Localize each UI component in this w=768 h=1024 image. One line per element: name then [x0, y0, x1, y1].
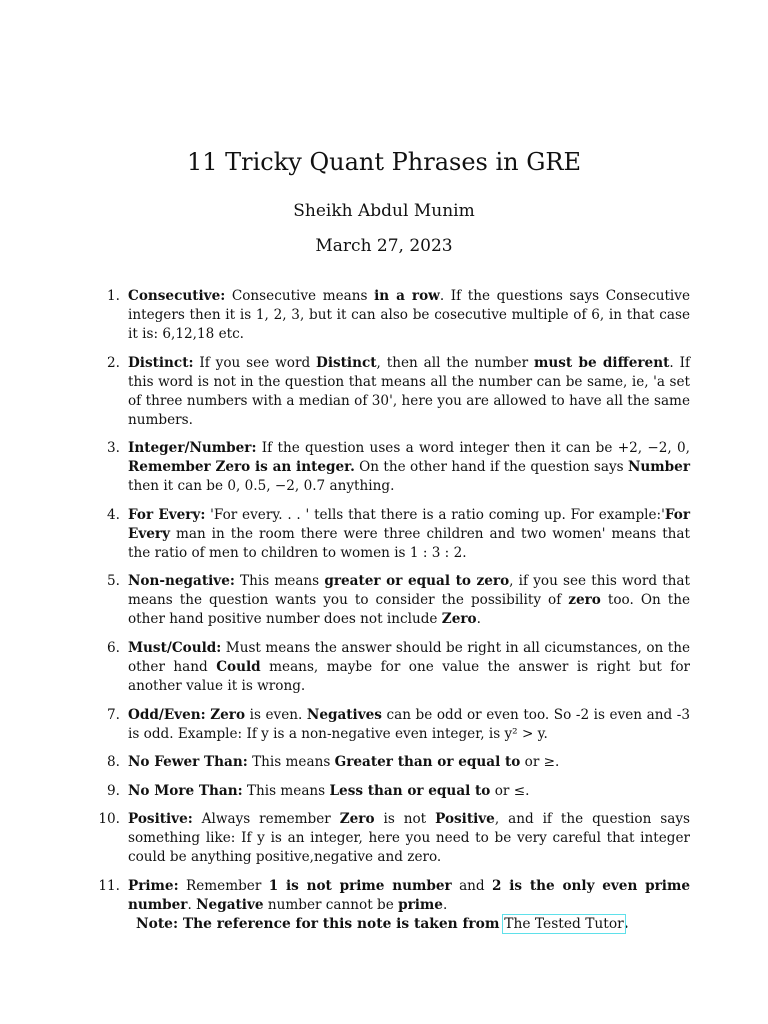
body-text: man in the room there were three children and two women' means that the ratio of men to children to women is 1 : 3 : 2.: [128, 525, 690, 561]
emphasis-text: For Every: [128, 506, 690, 542]
list-item: [90, 572, 690, 629]
emphasis-text: Odd/Even:: [128, 706, 206, 723]
list-item: [90, 810, 690, 867]
list-item-number: 9.: [107, 782, 120, 799]
reference-link[interactable]: The Tested Tutor: [504, 916, 624, 932]
list-item-text: [128, 287, 690, 344]
body-text: , then all the number: [376, 354, 534, 371]
note-prefix: Note: The reference for this note is taken from: [136, 916, 505, 932]
list-item-number: 1.: [107, 288, 120, 304]
body-text: means, maybe for one value the answer is right but for another value it is wrong.: [128, 658, 691, 694]
body-text: On the other hand if the question says: [354, 459, 628, 476]
emphasis-text: in a row: [374, 288, 440, 304]
list-item-text: [128, 782, 690, 801]
list-item-text: [128, 506, 690, 563]
body-text: and: [451, 877, 493, 894]
emphasis-text: No Fewer Than:: [128, 754, 248, 771]
emphasis-text: Prime:: [128, 877, 179, 894]
emphasis-text: 2 is the only even prime number: [128, 877, 690, 913]
list-item: [90, 287, 690, 344]
emphasis-text: Non-negative:: [128, 573, 235, 590]
emphasis-text: Negatives: [306, 706, 382, 723]
list-item: [90, 639, 690, 696]
list-item-text: [128, 439, 690, 496]
body-text: number cannot be: [263, 896, 399, 913]
emphasis-text: Less than or equal to: [329, 782, 491, 799]
emphasis-text: prime: [398, 896, 443, 913]
list-item-text: [128, 810, 690, 867]
body-text: can be odd or even too. So -2 is even and -3 is odd. Example: If y is a non-negative even integer, is y² > y.: [128, 706, 690, 742]
list-item: [90, 753, 690, 772]
emphasis-text: Zero: [210, 706, 246, 723]
body-text: This means: [234, 573, 325, 590]
emphasis-text: Integer/Number:: [128, 440, 257, 457]
list-item-number: 7.: [107, 706, 120, 723]
emphasis-text: 1 is not prime number: [268, 877, 452, 894]
emphasis-text: Must/Could:: [128, 639, 222, 656]
list-item: [90, 706, 690, 744]
body-text: Must means the answer should be right in all cicumstances, on the other hand: [128, 639, 690, 675]
emphasis-text: Zero: [441, 611, 477, 628]
list-item-number: 10.: [98, 811, 120, 828]
list-item-text: [128, 639, 690, 696]
body-text: . If this word is not in the question that means all the number can be same, ie, 'a set of three numbers with a median of 30', here you are allowed to have all the same numbers.: [128, 354, 690, 428]
emphasis-text: No More Than:: [128, 782, 243, 799]
emphasis-text: Distinct: [316, 354, 377, 371]
body-text: then it can be 0, 0.5, −2, 0.7 anything.: [128, 478, 395, 495]
emphasis-text: Could: [216, 658, 261, 675]
document-author: Sheikh Abdul Munim: [293, 201, 475, 221]
body-text: Remember: [178, 877, 269, 894]
list-item-text: [128, 753, 690, 772]
document-date: March 27, 2023: [315, 236, 453, 256]
emphasis-text: greater or equal to zero: [324, 573, 510, 590]
emphasis-text: Number: [627, 459, 690, 476]
list-item-text: [128, 354, 690, 430]
emphasis-text: Positive: [435, 811, 495, 828]
list-item-text: [128, 877, 690, 915]
list-item: [90, 506, 690, 563]
body-text: , if you see this word that means the question wants you to consider the possibility of: [128, 573, 690, 609]
body-text: . If the questions says Consecutive integers then it is 1, 2, 3, but it can also be cosecutive multiple of 6, in that case it is: 6,12,18 etc.: [128, 288, 690, 342]
emphasis-text: Consecutive:: [128, 288, 226, 304]
body-text: .: [187, 896, 197, 913]
body-text: too. On the other hand positive number does not include: [128, 592, 690, 628]
list-item-number: 3.: [107, 440, 120, 457]
body-text: .: [442, 896, 448, 913]
emphasis-text: Distinct:: [128, 354, 194, 371]
list-item-number: 4.: [107, 506, 120, 523]
document-title: 11 Tricky Quant Phrases in GRE: [186, 148, 582, 176]
list-item-number: 6.: [107, 639, 120, 656]
emphasis-text: Greater than or equal to: [334, 754, 521, 771]
list-item-text: [128, 572, 690, 629]
emphasis-text: For Every:: [128, 506, 206, 523]
body-text: .: [476, 611, 481, 628]
emphasis-text: Positive:: [128, 811, 193, 828]
list-item-number: 2.: [107, 354, 120, 371]
emphasis-text: Negative: [196, 896, 264, 913]
emphasis-text: zero: [568, 592, 601, 609]
body-text: or ≥.: [520, 754, 560, 771]
body-text: Always remember: [192, 811, 340, 828]
list-item-number: 11.: [98, 877, 120, 894]
body-text: If the question uses a word integer then it can be +2, −2, 0,: [256, 440, 690, 457]
emphasis-text: must be different: [533, 354, 670, 371]
list-item-number: 5.: [107, 573, 120, 590]
body-text: , and if the question says something like: If y is an integer, here you need to be very careful that integer could be anything positive,negative and zero.: [128, 811, 690, 866]
list-item: [90, 782, 690, 801]
body-text: is not: [374, 811, 436, 828]
emphasis-text: Remember Zero is an integer.: [128, 459, 355, 476]
body-text: This means: [247, 754, 335, 771]
list-item-text: [128, 706, 690, 744]
note-suffix: .: [623, 916, 629, 932]
list-item: [90, 354, 690, 430]
body-text: This means: [242, 782, 330, 799]
reference-note: [136, 914, 696, 934]
emphasis-text: Zero: [339, 811, 375, 828]
list-item: [90, 439, 690, 496]
list-item-number: 8.: [107, 754, 120, 771]
body-text: Consecutive means: [225, 288, 375, 304]
body-text: 'For every. . . ' tells that there is a ratio coming up. For example:': [205, 506, 665, 523]
body-text: If you see word: [193, 354, 317, 371]
body-text: is even.: [245, 706, 307, 723]
list-item: [90, 877, 690, 915]
body-text: or ≤.: [490, 782, 530, 799]
phrase-list: [90, 287, 690, 925]
